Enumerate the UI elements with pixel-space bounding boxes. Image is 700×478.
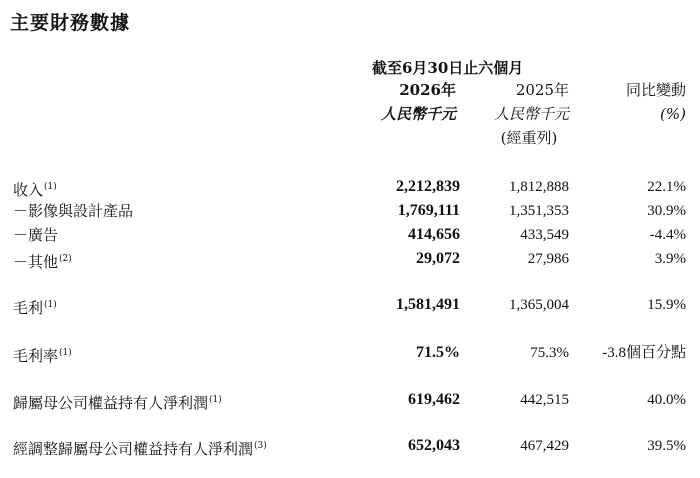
footnote-marker: (1): [209, 395, 222, 405]
cell-2025: 467,429: [520, 438, 569, 454]
cell-2025: 433,549: [520, 227, 569, 243]
row-label-imaging: [13, 201, 133, 221]
cell-2026: 2,212,839: [396, 178, 460, 195]
row-label-text: 毛利率: [13, 347, 59, 365]
row-label-text: －影像與設計產品: [13, 202, 134, 220]
cell-change: -3.8個百分點: [602, 345, 686, 361]
cell-2026: 619,462: [408, 391, 460, 408]
footnote-marker: (1): [44, 300, 57, 310]
year-2026-header: 2026年: [399, 81, 456, 99]
footnote-marker: (1): [44, 182, 57, 192]
cell-2026: 1,769,111: [397, 202, 460, 219]
cell-2025: 27,986: [527, 251, 569, 267]
row-label-gross-profit: [13, 295, 57, 318]
page-title: 主要財務數據: [10, 12, 131, 34]
row-label-revenue: [13, 177, 57, 200]
cell-2025: 442,515: [520, 392, 569, 408]
cell-change: 22.1%: [647, 179, 686, 195]
year-2025-header: 2025年: [515, 81, 569, 99]
row-label-text: 毛利: [13, 299, 44, 317]
cell-2026: 1,581,491: [396, 296, 460, 313]
footnote-marker: (2): [59, 254, 72, 264]
cell-change: 39.5%: [647, 438, 686, 454]
cell-change: 3.9%: [654, 251, 686, 267]
period-header: 截至6月30日止六個月: [372, 59, 524, 77]
row-label-text: －其他: [13, 253, 59, 271]
row-label-text: －廣告: [13, 226, 59, 244]
cell-2026: 652,043: [408, 437, 460, 454]
row-label-text: 收入: [13, 181, 44, 199]
change-header: 同比變動: [625, 81, 686, 99]
row-label-net-profit: [13, 390, 222, 413]
unit-2026: 人民幣千元: [380, 105, 456, 123]
cell-2025: 75.3%: [530, 345, 569, 361]
cell-change: 15.9%: [647, 297, 686, 313]
cell-2025: 1,351,353: [509, 203, 569, 219]
cell-change: -4.4%: [649, 227, 686, 243]
row-label-adjusted-net-profit: [13, 436, 267, 459]
cell-change: 40.0%: [647, 392, 686, 408]
row-label-gross-margin: [13, 343, 72, 366]
restated-note: (經重列): [500, 129, 558, 147]
row-label-text: 經調整歸屬母公司權益持有人淨利潤: [13, 440, 254, 458]
cell-2026: 414,656: [408, 226, 460, 243]
cell-2025: 1,365,004: [509, 297, 569, 313]
row-label-advertising: [13, 225, 58, 245]
unit-2025: 人民幣千元: [493, 105, 569, 123]
cell-change: 30.9%: [647, 203, 686, 219]
cell-2026: 71.5%: [416, 344, 460, 361]
row-label-text: 歸屬母公司權益持有人淨利潤: [13, 394, 209, 412]
cell-2026: 29,072: [416, 250, 460, 267]
footnote-marker: (1): [59, 348, 72, 358]
unit-change: (%): [660, 105, 686, 123]
row-label-others: [13, 249, 72, 272]
cell-2025: 1,812,888: [509, 179, 569, 195]
footnote-marker: (3): [254, 441, 267, 451]
